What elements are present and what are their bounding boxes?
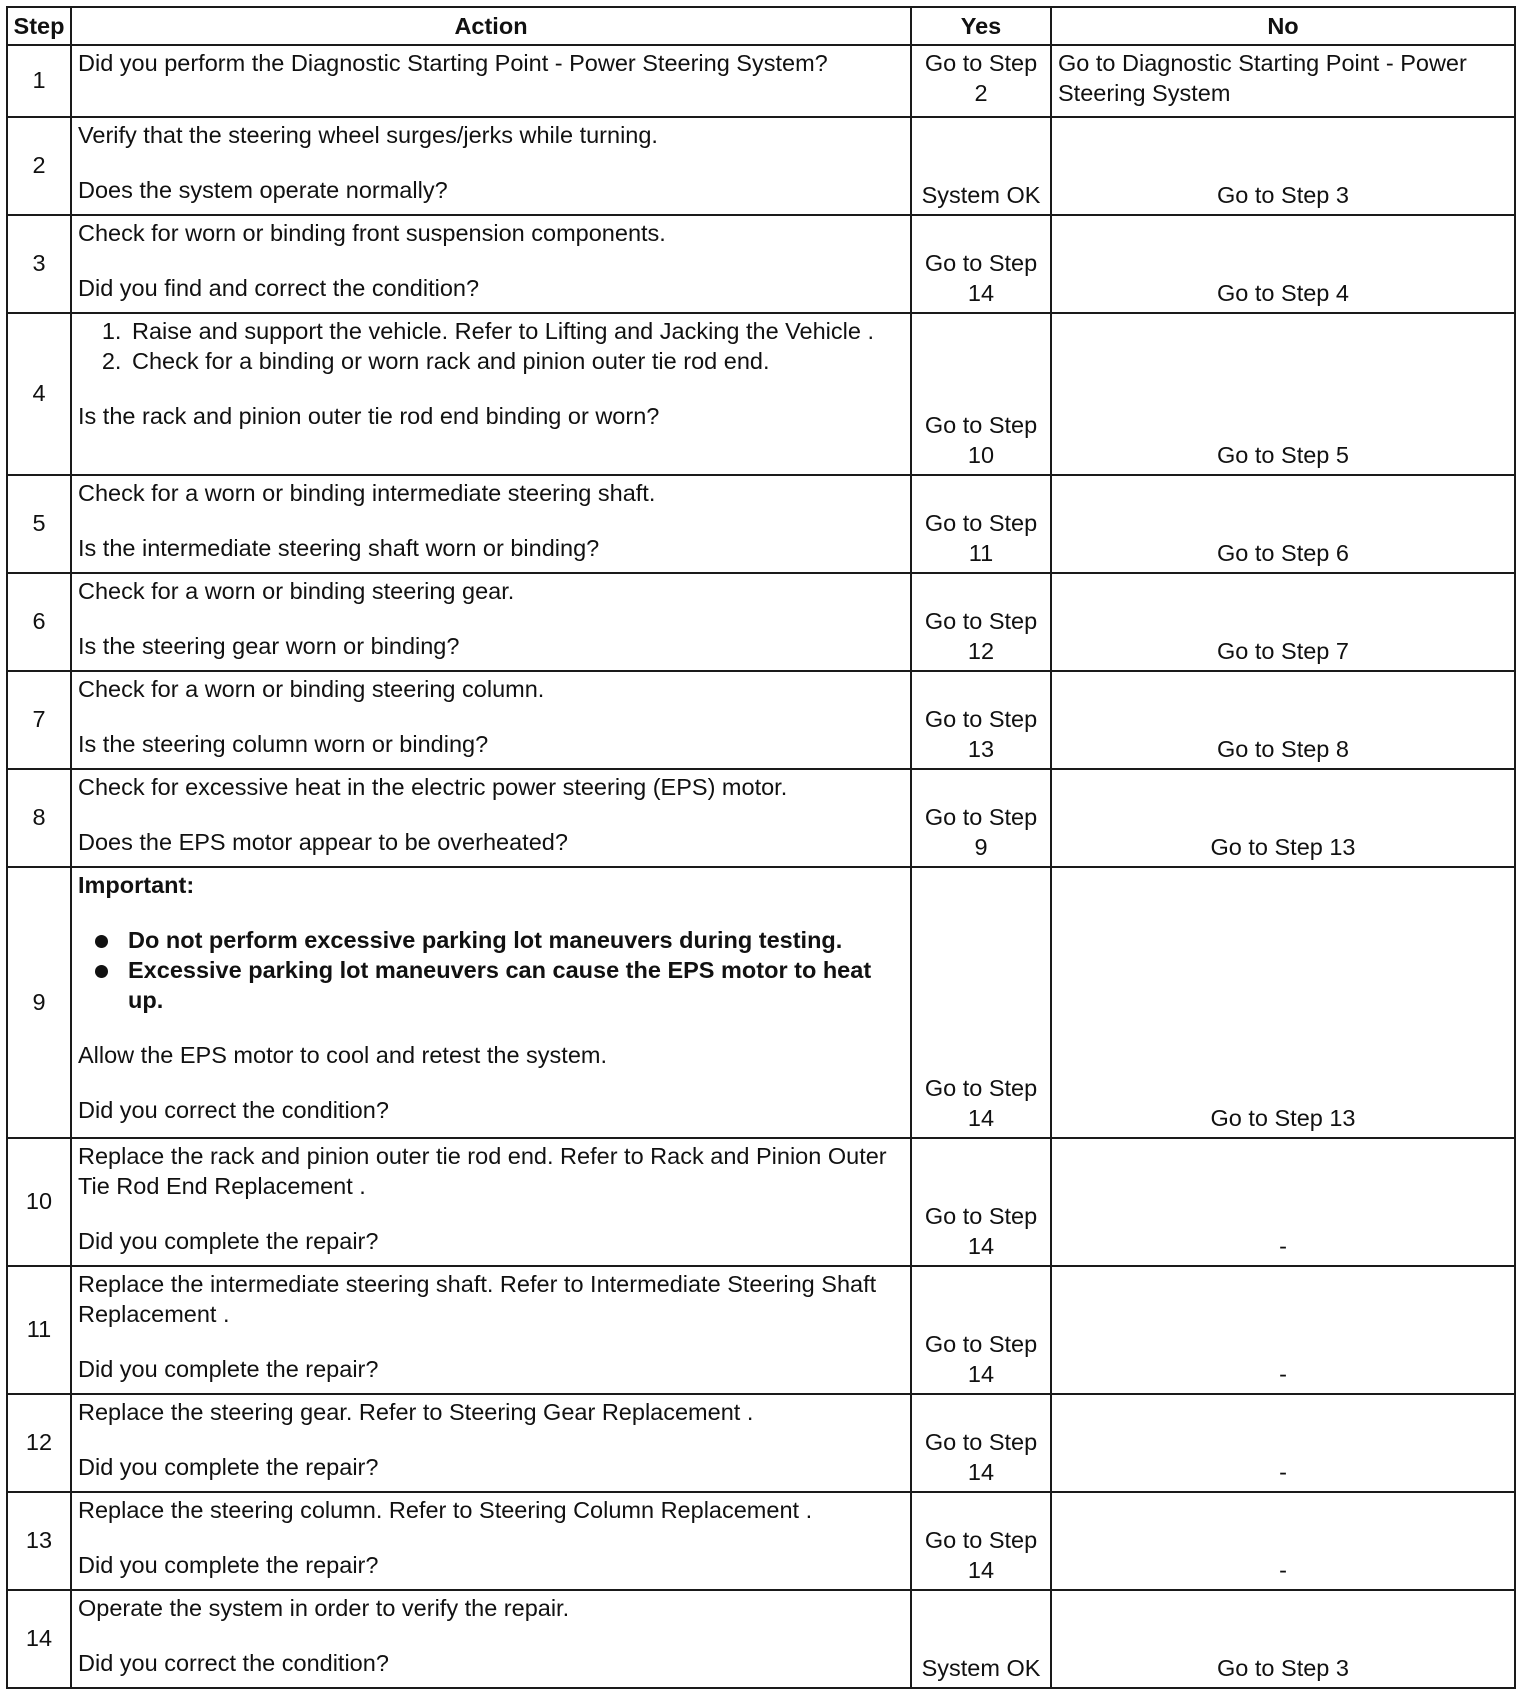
no-cell — [1051, 117, 1515, 215]
yes-text: Go to Step — [924, 804, 1038, 830]
step-number: 6 — [7, 573, 71, 671]
table-row — [7, 215, 1515, 313]
yes-text: System OK — [921, 1655, 1041, 1681]
action-text: Check for worn or binding front suspension components. — [78, 220, 666, 246]
header-no: No — [1051, 7, 1515, 45]
no-text: Go to Step 7 — [1217, 638, 1349, 664]
step-number: 10 — [7, 1138, 71, 1266]
action-question: Is the intermediate steering shaft worn or binding? — [78, 535, 600, 561]
step-number: 3 — [7, 215, 71, 313]
yes-cell — [911, 313, 1051, 475]
step-number: 4 — [7, 313, 71, 475]
table-row — [7, 671, 1515, 769]
step-number: 11 — [7, 1266, 71, 1394]
action-cell — [71, 117, 911, 215]
action-text: Check for excessive heat in the electric power steering (EPS) motor. — [78, 774, 788, 800]
action-text: Replace the intermediate steering shaft. Refer to Intermediate Steering Shaft Replacement . — [78, 1271, 877, 1327]
step-number: 5 — [7, 475, 71, 573]
yes-cell — [911, 769, 1051, 867]
yes-cell — [911, 215, 1051, 313]
no-cell — [1051, 1138, 1515, 1266]
action-question: Did you complete the repair? — [78, 1228, 379, 1254]
action-text: Replace the steering column. Refer to Steering Column Replacement . — [78, 1497, 813, 1523]
bullet-icon — [95, 935, 108, 948]
step-number: 9 — [7, 867, 71, 1138]
action-question: Did you complete the repair? — [78, 1552, 379, 1578]
no-cell — [1051, 1590, 1515, 1688]
yes-cell — [911, 117, 1051, 215]
no-text: - — [1279, 1459, 1287, 1485]
action-cell — [71, 1266, 911, 1394]
step-number: 1 — [7, 45, 71, 117]
table-row — [7, 1394, 1515, 1492]
no-text: Go to Step 3 — [1217, 182, 1349, 208]
yes-text: Go to Step — [924, 1527, 1038, 1553]
no-text: - — [1279, 1557, 1287, 1583]
yes-text: Go to Step — [924, 608, 1038, 634]
table-row — [7, 475, 1515, 573]
step-number: 7 — [7, 671, 71, 769]
bullet-icon — [95, 965, 108, 978]
yes-step: 14 — [967, 1233, 995, 1259]
action-text: Verify that the steering wheel surges/jerks while turning. — [78, 122, 658, 148]
table-row — [7, 1590, 1515, 1688]
yes-text: Go to Step — [924, 250, 1038, 276]
no-text-cont: Steering System — [1058, 80, 1231, 106]
no-text: Go to Step 6 — [1217, 540, 1349, 566]
no-cell — [1051, 1394, 1515, 1492]
table-row — [7, 45, 1515, 117]
action-cell — [71, 867, 911, 1138]
yes-step: 14 — [967, 280, 995, 306]
action-question: Did you correct the condition? — [78, 1097, 389, 1123]
header-row — [7, 7, 1515, 45]
no-text: Go to Step 4 — [1217, 280, 1349, 306]
procedure-item: 2. Check for a binding or worn rack and pinion outer tie rod end. — [128, 346, 904, 376]
action-cell — [71, 313, 911, 475]
action-text: Operate the system in order to verify the repair. — [78, 1595, 570, 1621]
important-list — [78, 925, 904, 1015]
action-text: Check for a worn or binding steering gear. — [78, 578, 515, 604]
important-item: Excessive parking lot maneuvers can cause the EPS motor to heat up. — [128, 955, 904, 1015]
action-question: Did you correct the condition? — [78, 1650, 389, 1676]
step-number: 14 — [7, 1590, 71, 1688]
table-row — [7, 313, 1515, 475]
action-question: Did you find and correct the condition? — [78, 275, 480, 301]
action-question: Is the steering gear worn or binding? — [78, 633, 460, 659]
no-text: Go to Step 13 — [1210, 834, 1356, 860]
no-cell — [1051, 867, 1515, 1138]
no-cell — [1051, 1492, 1515, 1590]
action-cell — [71, 45, 911, 117]
table-row — [7, 867, 1515, 1138]
table-row — [7, 117, 1515, 215]
yes-step: 2 — [974, 80, 988, 106]
yes-cell — [911, 1138, 1051, 1266]
yes-step: 14 — [967, 1105, 995, 1131]
action-text: Check for a worn or binding intermediate steering shaft. — [78, 480, 656, 506]
action-cell — [71, 1590, 911, 1688]
yes-text: System OK — [921, 182, 1041, 208]
step-number: 8 — [7, 769, 71, 867]
yes-text: Go to Step — [924, 1429, 1038, 1455]
no-text: Go to Diagnostic Starting Point - Power — [1058, 50, 1467, 76]
step-number: 13 — [7, 1492, 71, 1590]
no-cell — [1051, 475, 1515, 573]
no-text: Go to Step 8 — [1217, 736, 1349, 762]
action-question: Is the rack and pinion outer tie rod end binding or worn? — [78, 403, 660, 429]
yes-cell — [911, 1266, 1051, 1394]
no-text: - — [1279, 1361, 1287, 1387]
action-question: Does the EPS motor appear to be overheated? — [78, 829, 568, 855]
table-row — [7, 769, 1515, 867]
yes-step: 14 — [967, 1361, 995, 1387]
action-cell — [71, 1394, 911, 1492]
no-cell — [1051, 671, 1515, 769]
table-row — [7, 1138, 1515, 1266]
step-number: 2 — [7, 117, 71, 215]
yes-step: 11 — [968, 540, 994, 566]
no-text: - — [1279, 1233, 1287, 1259]
yes-cell — [911, 1590, 1051, 1688]
action-cell — [71, 1138, 911, 1266]
yes-cell — [911, 671, 1051, 769]
important-label: Important: — [78, 872, 195, 898]
action-text: Allow the EPS motor to cool and retest the system. — [78, 1042, 607, 1068]
yes-cell — [911, 475, 1051, 573]
action-text: Replace the steering gear. Refer to Steering Gear Replacement . — [78, 1399, 754, 1425]
action-cell — [71, 475, 911, 573]
action-question: Did you complete the repair? — [78, 1356, 379, 1382]
diagnostic-table-container — [6, 6, 1516, 1689]
procedure-item: 1. Raise and support the vehicle. Refer to Lifting and Jacking the Vehicle . — [128, 316, 904, 346]
no-cell — [1051, 573, 1515, 671]
action-text: Check for a worn or binding steering column. — [78, 676, 545, 702]
yes-step: 10 — [967, 442, 995, 468]
yes-text: Go to Step — [924, 1203, 1038, 1229]
diagnostic-table — [6, 6, 1516, 1689]
action-question: Did you complete the repair? — [78, 1454, 379, 1480]
yes-text: Go to Step — [924, 1331, 1038, 1357]
header-step: Step — [7, 7, 71, 45]
header-yes: Yes — [911, 7, 1051, 45]
action-cell — [71, 215, 911, 313]
action-text: Replace the rack and pinion outer tie rod end. Refer to Rack and Pinion Outer Tie Rod End Replacement . — [78, 1143, 887, 1199]
no-text: Go to Step 13 — [1210, 1105, 1356, 1131]
no-cell — [1051, 769, 1515, 867]
yes-cell — [911, 1394, 1051, 1492]
action-text: Did you perform the Diagnostic Starting Point - Power Steering System? — [78, 50, 828, 76]
yes-cell — [911, 867, 1051, 1138]
yes-step: 14 — [967, 1557, 995, 1583]
no-cell — [1051, 215, 1515, 313]
no-text: Go to Step 5 — [1217, 442, 1349, 468]
yes-text: Go to Step — [924, 706, 1038, 732]
yes-step: 14 — [967, 1459, 995, 1485]
header-action: Action — [71, 7, 911, 45]
table-row — [7, 1492, 1515, 1590]
yes-text: Go to Step — [924, 1075, 1038, 1101]
step-number: 12 — [7, 1394, 71, 1492]
yes-cell — [911, 573, 1051, 671]
yes-cell — [911, 1492, 1051, 1590]
yes-step: 12 — [967, 638, 995, 664]
important-item: Do not perform excessive parking lot maneuvers during testing. — [128, 925, 904, 955]
no-cell — [1051, 1266, 1515, 1394]
action-cell — [71, 671, 911, 769]
procedure-list — [78, 316, 904, 376]
yes-step: 13 — [967, 736, 995, 762]
yes-cell — [911, 45, 1051, 117]
table-row — [7, 1266, 1515, 1394]
action-cell — [71, 573, 911, 671]
yes-text: Go to Step — [924, 50, 1038, 76]
action-cell — [71, 769, 911, 867]
action-cell — [71, 1492, 911, 1590]
yes-step: 9 — [974, 834, 988, 860]
yes-text: Go to Step — [924, 510, 1038, 536]
yes-text: Go to Step — [924, 412, 1038, 438]
no-cell — [1051, 313, 1515, 475]
table-row — [7, 573, 1515, 671]
no-text: Go to Step 3 — [1217, 1655, 1349, 1681]
action-question: Does the system operate normally? — [78, 177, 448, 203]
no-cell — [1051, 45, 1515, 117]
action-question: Is the steering column worn or binding? — [78, 731, 489, 757]
